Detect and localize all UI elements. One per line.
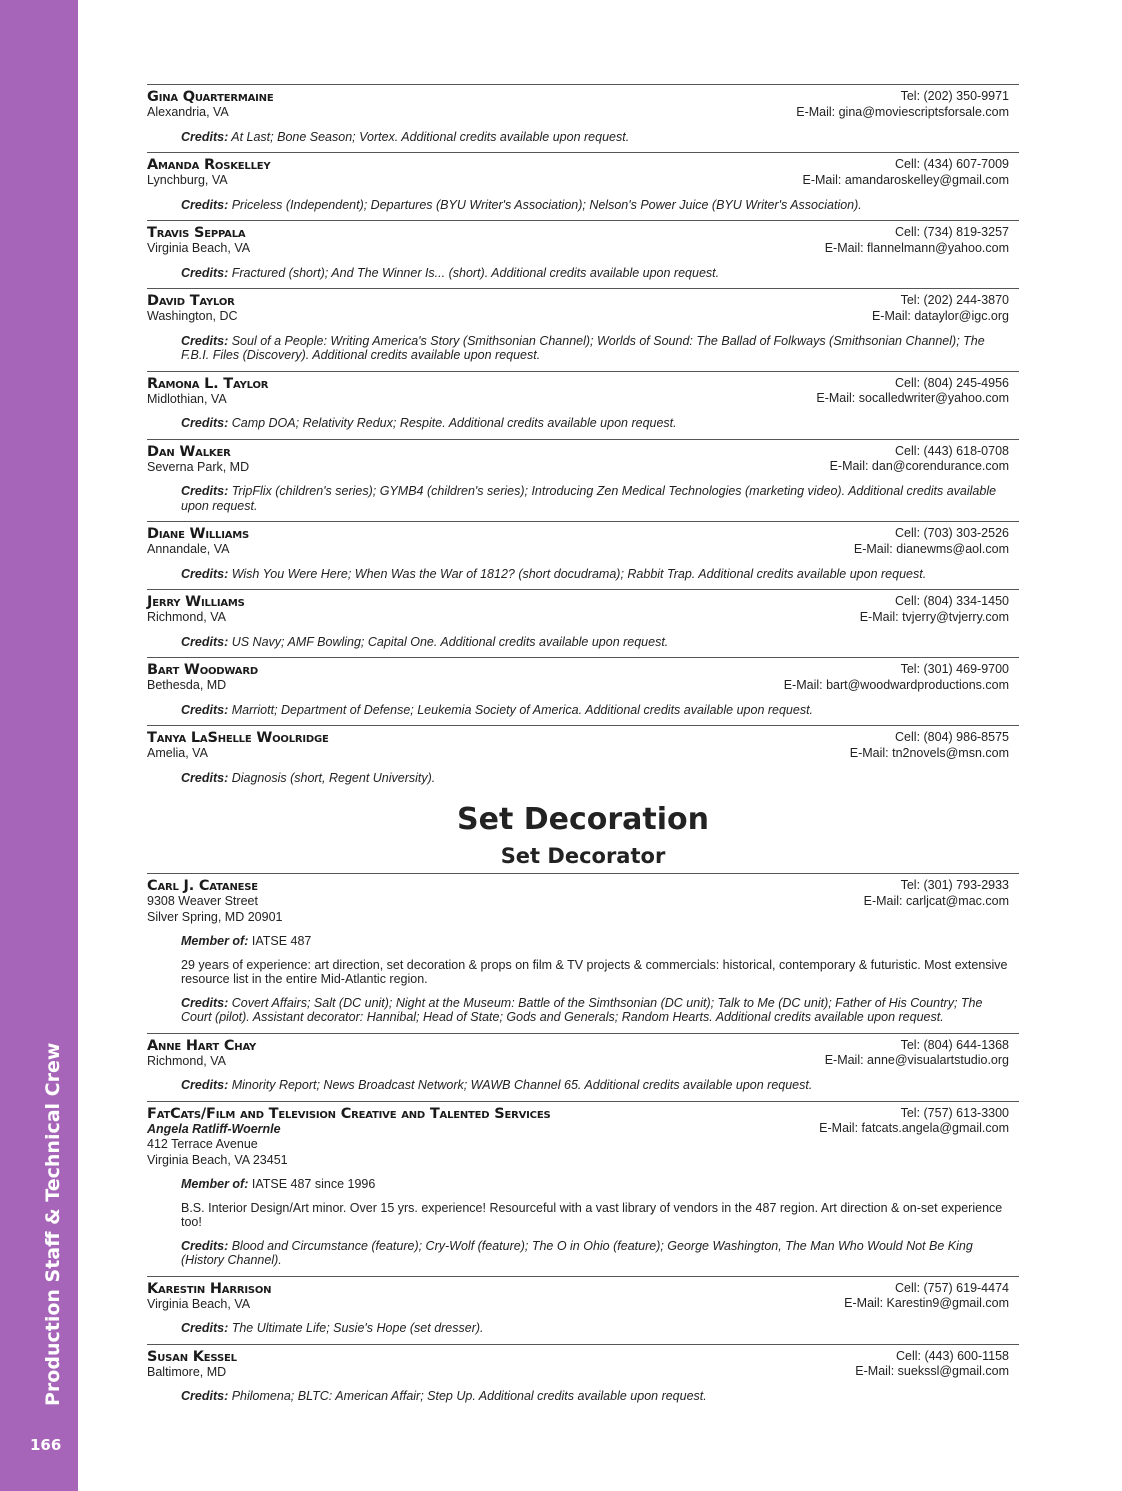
entry-credits xyxy=(181,1389,1009,1404)
credits-label: Credits: xyxy=(181,995,229,1010)
entry-phone: Cell: (443) 618-0708 xyxy=(895,443,1009,458)
entry-email[interactable]: E-Mail: bart@woodwardproductions.com xyxy=(783,677,1009,692)
credits-text: Minority Report; News Broadcast Network; WAWB Channel 65. Additional credits available upon request. xyxy=(231,1078,813,1092)
directory-entry xyxy=(147,589,1019,657)
credits-text: Blood and Circumstance (feature); Cry-Wolf (feature); The O in Ohio (feature); George Washington, The Man Who Would Not Be King (History Channel). xyxy=(181,1238,973,1267)
entry-phone: Cell: (734) 819-3257 xyxy=(895,225,1009,239)
credits-text: Covert Affairs; Salt (DC unit); Night at the Museum: Battle of the Simthsonian (DC unit); Talk to Me (DC unit); Father of His Country; The Court (pilot). Assistant decorator: Hannibal; Head of State; Gods and Generals; Random Hearts. Additional credits available upon request. xyxy=(181,995,983,1024)
entry-location: Bethesda, MD xyxy=(147,678,227,692)
credits-label: Credits: xyxy=(181,1321,229,1335)
directory-entry xyxy=(147,1344,1019,1412)
entry-name: Karestin Harrison xyxy=(147,1280,272,1297)
entry-credits xyxy=(181,771,1009,786)
entry-phone: Tel: (301) 793-2933 xyxy=(900,878,1009,892)
entry-contact: Angela Ratliff-Woernle xyxy=(147,1121,281,1136)
entry-description: B.S. Interior Design/Art minor. Over 15 yrs. experience! Resourceful with a vast library of vendors in the 487 region. Art direction & on-set experience too! xyxy=(181,1200,1003,1229)
entry-name: David Taylor xyxy=(147,293,235,309)
entry-credits xyxy=(181,1078,1009,1093)
entry-location: Annandale, VA xyxy=(147,542,230,556)
entry-email[interactable]: E-Mail: gina@moviescriptsforsale.com xyxy=(796,104,1009,119)
entry-name: Jerry Williams xyxy=(147,594,245,610)
credits-label: Credits: xyxy=(181,1078,229,1092)
entry-address: 412 Terrace Avenue xyxy=(147,1137,258,1151)
entry-phone: Cell: (434) 607-7009 xyxy=(895,157,1009,171)
entry-name: Dan Walker xyxy=(147,443,231,460)
entry-email[interactable]: E-Mail: tvjerry@tvjerry.com xyxy=(859,609,1009,624)
entry-credits xyxy=(181,130,1009,145)
credits-text: US Navy; AMF Bowling; Capital One. Additional credits available upon request. xyxy=(231,634,669,649)
member-label: Member of: xyxy=(181,934,249,948)
entry-credits xyxy=(181,198,1009,213)
entry-name: Diane Williams xyxy=(147,526,250,542)
entry-email[interactable]: E-Mail: dataylor@igc.org xyxy=(871,308,1009,323)
entry-location: Washington, DC xyxy=(147,309,238,323)
entry-location: Alexandria, VA xyxy=(147,105,229,119)
credits-text: Marriott; Department of Defense; Leukemia Society of America. Additional credits available upon request. xyxy=(231,702,814,717)
entry-phone: Tel: (301) 469-9700 xyxy=(900,662,1009,676)
entry-location: Richmond, VA xyxy=(147,610,226,624)
credits-text: Diagnosis (short, Regent University). xyxy=(231,770,436,785)
directory-entry xyxy=(147,1101,1019,1276)
entry-name: Carl J. Catanese xyxy=(147,878,258,894)
credits-label: Credits: xyxy=(181,634,229,649)
credits-label: Credits: xyxy=(181,1389,229,1403)
credits-label: Credits: xyxy=(181,129,229,144)
directory-entry xyxy=(147,371,1019,439)
entry-email[interactable]: E-Mail: anne@visualartstudio.org xyxy=(824,1053,1009,1067)
entry-phone: Cell: (443) 600-1158 xyxy=(895,1348,1009,1363)
directory-entry xyxy=(147,873,1019,1033)
entry-credits xyxy=(181,1239,1009,1268)
entry-credits xyxy=(181,334,1009,363)
entry-name: FatCats/Film and Television Creative and Talented Services xyxy=(147,1105,551,1122)
credits-text: Fractured (short); And The Winner Is... (short). Additional credits available upon request. xyxy=(231,265,720,280)
section-subtitle: Set Decorator xyxy=(500,844,666,868)
entry-email[interactable]: E-Mail: dan@corendurance.com xyxy=(829,459,1009,473)
crew-list xyxy=(147,84,1019,793)
entry-phone: Cell: (804) 245-4956 xyxy=(895,375,1009,390)
credits-label: Credits: xyxy=(181,484,229,498)
credits-text: Wish You Were Here; When Was the War of 1812? (short docudrama); Rabbit Trap. Additional credits available upon request. xyxy=(231,566,927,581)
entry-member xyxy=(181,934,1009,949)
credits-text: Priceless (Independent); Departures (BYU Writer's Association); Nelson's Power Juice (BYU Writer's Association). xyxy=(231,197,862,212)
entry-location: Amelia, VA xyxy=(147,746,208,760)
entry-location: Richmond, VA xyxy=(147,1053,226,1068)
entry-credits xyxy=(181,484,1009,513)
side-title: Production Staff & Technical Crew xyxy=(42,1042,64,1406)
entry-location: Virginia Beach, VA xyxy=(147,241,251,255)
entry-email[interactable]: E-Mail: flannelmann@yahoo.com xyxy=(824,240,1009,255)
entry-name: Gina Quartermaine xyxy=(147,89,274,105)
entry-credits xyxy=(181,996,1009,1025)
directory-content xyxy=(147,84,1019,1412)
entry-location: Virginia Beach, VA xyxy=(147,1296,251,1311)
directory-entry xyxy=(147,1033,1019,1101)
entry-email[interactable]: E-Mail: Karestin9@gmail.com xyxy=(844,1296,1009,1310)
entry-email[interactable]: E-Mail: suekssl@gmail.com xyxy=(855,1364,1009,1378)
entry-member xyxy=(181,1177,1009,1192)
credits-label: Credits: xyxy=(181,333,229,348)
credits-label: Credits: xyxy=(181,197,229,212)
credits-text: At Last; Bone Season; Vortex. Additional credits available upon request. xyxy=(231,129,630,144)
member-value: IATSE 487 xyxy=(251,934,312,948)
directory-entry xyxy=(147,288,1019,371)
entry-name: Anne Hart Chay xyxy=(147,1037,257,1054)
entry-city: Virginia Beach, VA 23451 xyxy=(147,1152,288,1167)
entry-name: Susan Kessel xyxy=(147,1348,237,1365)
page-number: 166 xyxy=(30,1436,62,1454)
credits-label: Credits: xyxy=(181,566,229,581)
credits-label: Credits: xyxy=(181,1238,229,1253)
directory-entry xyxy=(147,152,1019,220)
entry-phone: Tel: (804) 644-1368 xyxy=(900,1037,1009,1052)
entry-city: Silver Spring, MD 20901 xyxy=(147,909,283,924)
entry-name: Ramona L. Taylor xyxy=(147,375,269,392)
entry-credits xyxy=(181,635,1009,650)
entry-email[interactable]: E-Mail: dianewms@aol.com xyxy=(853,541,1009,556)
entry-phone: Cell: (804) 986-8575 xyxy=(895,730,1009,744)
credits-label: Credits: xyxy=(181,416,229,430)
entry-phone: Tel: (757) 613-3300 xyxy=(900,1105,1009,1120)
entry-email[interactable]: E-Mail: socalledwriter@yahoo.com xyxy=(816,391,1009,405)
credits-label: Credits: xyxy=(181,265,229,280)
credits-text: TripFlix (children's series); GYMB4 (children's series); Introducing Zen Medical Technologies (marketing video). Additional credits available upon request. xyxy=(181,484,997,513)
directory-entry xyxy=(147,1276,1019,1344)
section-title: Set Decoration xyxy=(456,802,709,837)
entry-name: Bart Woodward xyxy=(147,662,258,678)
entry-credits xyxy=(181,703,1009,718)
entry-phone: Tel: (202) 350-9971 xyxy=(900,89,1009,103)
entry-credits xyxy=(181,266,1009,281)
entry-location: Lynchburg, VA xyxy=(147,173,228,187)
directory-entry xyxy=(147,84,1019,152)
credits-text: Philomena; BLTC: American Affair; Step Up. Additional credits available upon request. xyxy=(231,1389,707,1403)
entry-credits xyxy=(181,567,1009,582)
entry-credits xyxy=(181,416,1009,431)
entry-email[interactable]: E-Mail: fatcats.angela@gmail.com xyxy=(819,1121,1009,1135)
entry-email[interactable]: E-Mail: amandaroskelley@gmail.com xyxy=(802,172,1009,187)
entry-email[interactable]: E-Mail: carljcat@mac.com xyxy=(863,893,1009,908)
member-value: IATSE 487 since 1996 xyxy=(251,1177,376,1191)
entry-name: Travis Seppala xyxy=(147,225,246,241)
directory-entry xyxy=(147,439,1019,522)
entry-description: 29 years of experience: art direction, set decoration & props on film & TV projects & commercials: historical, contemporary & futuristic. Most extensive resource list in the entire Mid-Atlantic region. xyxy=(181,957,1008,986)
entry-phone: Cell: (804) 334-1450 xyxy=(895,594,1009,608)
directory-entry xyxy=(147,657,1019,725)
entry-location: Baltimore, MD xyxy=(147,1364,227,1379)
member-label: Member of: xyxy=(181,1177,249,1191)
credits-label: Credits: xyxy=(181,702,229,717)
entry-address: 9308 Weaver Street xyxy=(147,894,258,908)
directory-entry xyxy=(147,725,1019,793)
entry-location: Midlothian, VA xyxy=(147,391,227,406)
credits-text: Soul of a People: Writing America's Story (Smithsonian Channel); Worlds of Sound: The Ballad of Folkways (Smithsonian Channel); The F.B.I. Files (Discovery). Additional credits available upon request. xyxy=(181,333,985,362)
entry-phone: Cell: (703) 303-2526 xyxy=(895,526,1009,540)
entry-name: Tanya LaShelle Woolridge xyxy=(147,730,329,746)
entry-name: Amanda Roskelley xyxy=(147,157,271,173)
side-bar xyxy=(0,0,78,1491)
credits-text: Camp DOA; Relativity Redux; Respite. Additional credits available upon request. xyxy=(231,416,677,430)
credits-label: Credits: xyxy=(181,770,229,785)
credits-text: The Ultimate Life; Susie's Hope (set dresser). xyxy=(231,1321,484,1335)
entry-phone: Tel: (202) 244-3870 xyxy=(900,293,1009,307)
entry-location: Severna Park, MD xyxy=(147,459,250,474)
directory-entry xyxy=(147,220,1019,288)
entry-email[interactable]: E-Mail: tn2novels@msn.com xyxy=(849,745,1009,760)
directory-entry xyxy=(147,521,1019,589)
entry-credits xyxy=(181,1321,1009,1336)
entry-phone: Cell: (757) 619-4474 xyxy=(895,1280,1009,1295)
